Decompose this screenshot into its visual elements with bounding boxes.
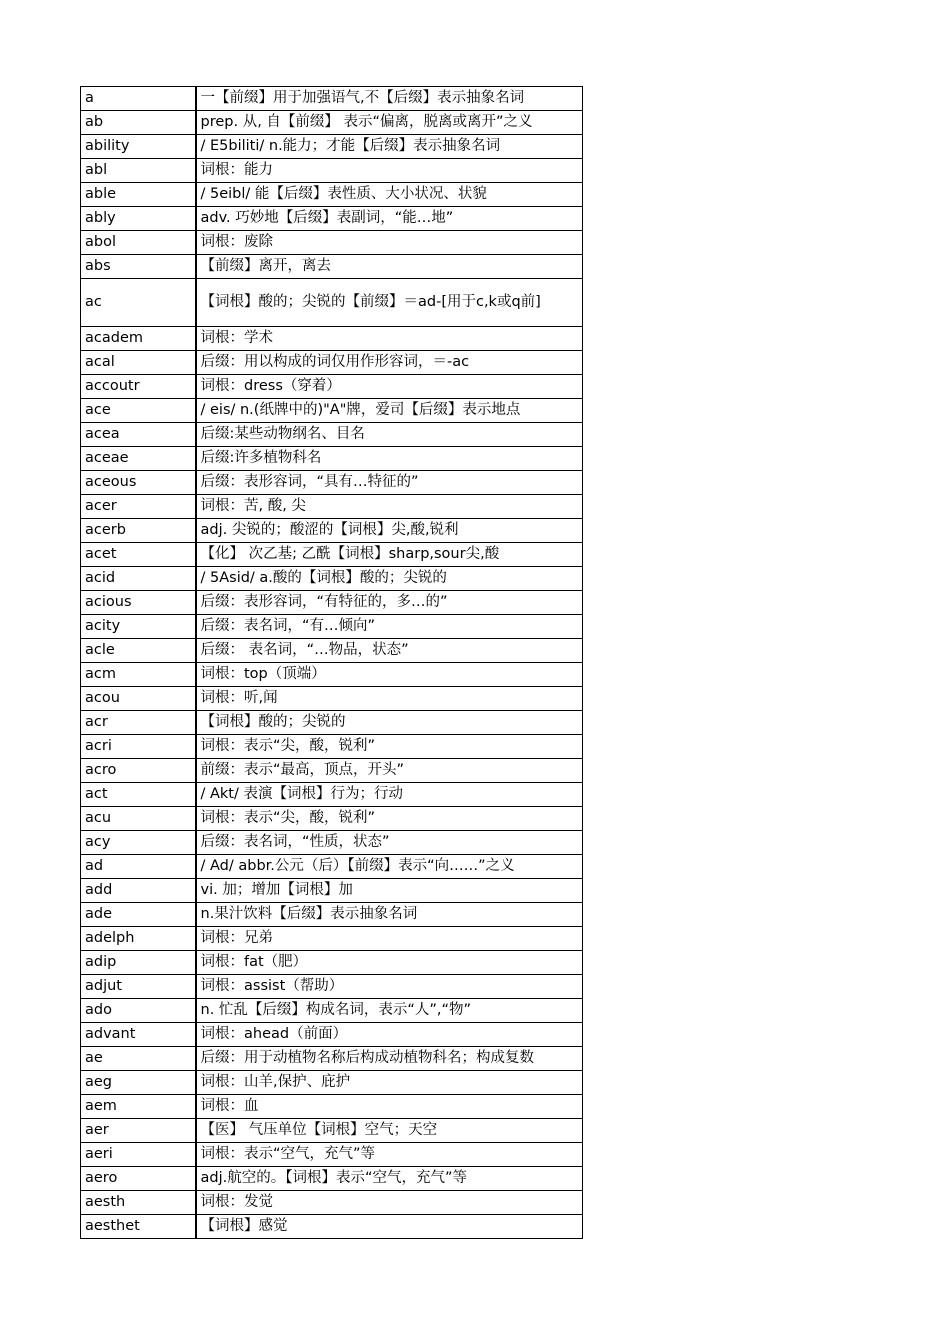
- definition-cell: prep. 从, 自【前缀】 表示“偏离，脱离或离开”之义: [196, 111, 583, 135]
- definition-cell: 后缀： 表名词，“…物品，状态”: [196, 639, 583, 663]
- definition-cell: 词根：苦, 酸, 尖: [196, 495, 583, 519]
- word-cell: acity: [81, 615, 196, 639]
- table-row: [81, 255, 583, 279]
- definition-cell: 后缀:许多植物科名: [196, 447, 583, 471]
- word-cell: abol: [81, 231, 196, 255]
- word-cell: acro: [81, 759, 196, 783]
- table-row: [81, 639, 583, 663]
- word-cell: adip: [81, 951, 196, 975]
- table-row: [81, 183, 583, 207]
- word-cell: abl: [81, 159, 196, 183]
- word-cell: ae: [81, 1047, 196, 1071]
- definition-cell: 词根：assist（帮助）: [196, 975, 583, 999]
- word-cell: adelph: [81, 927, 196, 951]
- table-row: [81, 759, 583, 783]
- definition-cell: 后缀：表名词，“性质，状态”: [196, 831, 583, 855]
- definition-cell: / Akt/ 表演【词根】行为；行动: [196, 783, 583, 807]
- definition-cell: n. 忙乱【后缀】构成名词，表示“人”,“物”: [196, 999, 583, 1023]
- definition-cell: 【医】 气压单位【词根】空气；天空: [196, 1119, 583, 1143]
- word-cell: acal: [81, 351, 196, 375]
- table-row: [81, 495, 583, 519]
- definition-cell: 词根：表示“尖，酸，锐利”: [196, 807, 583, 831]
- table-row: [81, 519, 583, 543]
- table-row: [81, 567, 583, 591]
- definition-cell: 【词根】酸的；尖锐的: [196, 711, 583, 735]
- table-row: [81, 351, 583, 375]
- table-row: [81, 711, 583, 735]
- definition-cell: / eis/ n.(纸牌中的)"A"牌，爱司【后缀】表示地点: [196, 399, 583, 423]
- table-row: [81, 591, 583, 615]
- word-cell: academ: [81, 327, 196, 351]
- definition-cell: 后缀:某些动物纲名、目名: [196, 423, 583, 447]
- table-row: [81, 1071, 583, 1095]
- word-cell: acet: [81, 543, 196, 567]
- word-cell: acu: [81, 807, 196, 831]
- definition-cell: 词根：表示“尖，酸，锐利”: [196, 735, 583, 759]
- word-cell: acle: [81, 639, 196, 663]
- table-row: [81, 471, 583, 495]
- word-cell: aeri: [81, 1143, 196, 1167]
- definition-cell: / 5Asid/ a.酸的【词根】酸的；尖锐的: [196, 567, 583, 591]
- definition-cell: / E5biliti/ n.能力；才能【后缀】表示抽象名词: [196, 135, 583, 159]
- word-cell: ability: [81, 135, 196, 159]
- definition-cell: 词根：山羊,保护、庇护: [196, 1071, 583, 1095]
- definition-cell: 词根：学术: [196, 327, 583, 351]
- definition-cell: 词根：废除: [196, 231, 583, 255]
- word-cell: advant: [81, 1023, 196, 1047]
- table-row: [81, 1119, 583, 1143]
- definition-cell: 词根：fat（肥）: [196, 951, 583, 975]
- table-row: [81, 975, 583, 999]
- word-cell: ad: [81, 855, 196, 879]
- table-row: [81, 159, 583, 183]
- definition-cell: 词根：听,闻: [196, 687, 583, 711]
- table-row: [81, 615, 583, 639]
- word-cell: ab: [81, 111, 196, 135]
- table-row: [81, 1191, 583, 1215]
- definition-cell: 后缀：表形容词，“具有…特征的”: [196, 471, 583, 495]
- table-row: [81, 87, 583, 111]
- definition-cell: 【词根】酸的；尖锐的【前缀】＝ad-[用于c,k或q前]: [196, 279, 583, 327]
- definition-cell: 词根：能力: [196, 159, 583, 183]
- table-row: [81, 1095, 583, 1119]
- word-cell: aero: [81, 1167, 196, 1191]
- table-row: [81, 831, 583, 855]
- definition-cell: 【化】 次乙基; 乙酰【词根】sharp,sour尖,酸: [196, 543, 583, 567]
- definition-cell: 【前缀】离开，离去: [196, 255, 583, 279]
- word-cell: acri: [81, 735, 196, 759]
- table-row: [81, 327, 583, 351]
- word-cell: aer: [81, 1119, 196, 1143]
- word-cell: aesthet: [81, 1215, 196, 1239]
- definition-cell: 词根：top（顶端）: [196, 663, 583, 687]
- dictionary-table: [80, 86, 583, 1239]
- definition-cell: 【词根】感觉: [196, 1215, 583, 1239]
- word-cell: add: [81, 879, 196, 903]
- table-row: [81, 279, 583, 327]
- definition-cell: 后缀：表名词，“有…倾向”: [196, 615, 583, 639]
- table-row: [81, 735, 583, 759]
- table-row: [81, 855, 583, 879]
- table-row: [81, 783, 583, 807]
- word-cell: able: [81, 183, 196, 207]
- word-cell: aceae: [81, 447, 196, 471]
- definition-cell: vi. 加；增加【词根】加: [196, 879, 583, 903]
- table-row: [81, 375, 583, 399]
- table-row: [81, 951, 583, 975]
- table-row: [81, 927, 583, 951]
- definition-cell: 后缀：表形容词，“有特征的，多…的”: [196, 591, 583, 615]
- table-row: [81, 807, 583, 831]
- table-row: [81, 1143, 583, 1167]
- word-cell: ac: [81, 279, 196, 327]
- dictionary-body: [81, 87, 583, 1239]
- definition-cell: 后缀：用以构成的词仅用作形容词，＝-ac: [196, 351, 583, 375]
- word-cell: aeg: [81, 1071, 196, 1095]
- table-row: [81, 1167, 583, 1191]
- table-row: [81, 663, 583, 687]
- table-row: [81, 543, 583, 567]
- word-cell: adjut: [81, 975, 196, 999]
- definition-cell: 前缀：表示“最高，顶点，开头”: [196, 759, 583, 783]
- table-row: [81, 687, 583, 711]
- word-cell: ace: [81, 399, 196, 423]
- definition-cell: 词根：表示“空气，充气”等: [196, 1143, 583, 1167]
- word-cell: ado: [81, 999, 196, 1023]
- definition-cell: adv. 巧妙地【后缀】表副词，“能…地”: [196, 207, 583, 231]
- table-row: [81, 879, 583, 903]
- word-cell: acerb: [81, 519, 196, 543]
- definition-cell: 词根：ahead（前面）: [196, 1023, 583, 1047]
- definition-cell: 词根：发觉: [196, 1191, 583, 1215]
- definition-cell: 词根：兄弟: [196, 927, 583, 951]
- definition-cell: 后缀：用于动植物名称后构成动植物科名；构成复数: [196, 1047, 583, 1071]
- table-row: [81, 111, 583, 135]
- table-row: [81, 1023, 583, 1047]
- table-row: [81, 447, 583, 471]
- table-row: [81, 399, 583, 423]
- word-cell: acer: [81, 495, 196, 519]
- word-cell: aesth: [81, 1191, 196, 1215]
- table-row: [81, 1047, 583, 1071]
- table-row: [81, 231, 583, 255]
- definition-cell: / Ad/ abbr.公元（后）【前缀】表示“向……”之义: [196, 855, 583, 879]
- table-row: [81, 1215, 583, 1239]
- table-row: [81, 135, 583, 159]
- table-row: [81, 207, 583, 231]
- word-cell: acious: [81, 591, 196, 615]
- definition-cell: 词根：血: [196, 1095, 583, 1119]
- word-cell: acou: [81, 687, 196, 711]
- definition-cell: n.果汁饮料【后缀】表示抽象名词: [196, 903, 583, 927]
- word-cell: aceous: [81, 471, 196, 495]
- definition-cell: 一【前缀】用于加强语气,不【后缀】表示抽象名词: [196, 87, 583, 111]
- table-row: [81, 903, 583, 927]
- word-cell: aem: [81, 1095, 196, 1119]
- definition-cell: 词根：dress（穿着）: [196, 375, 583, 399]
- word-cell: a: [81, 87, 196, 111]
- definition-cell: / 5eibl/ 能【后缀】表性质、大小状况、状貌: [196, 183, 583, 207]
- word-cell: abs: [81, 255, 196, 279]
- table-row: [81, 999, 583, 1023]
- word-cell: accoutr: [81, 375, 196, 399]
- word-cell: acea: [81, 423, 196, 447]
- word-cell: acr: [81, 711, 196, 735]
- word-cell: act: [81, 783, 196, 807]
- table-row: [81, 423, 583, 447]
- word-cell: acy: [81, 831, 196, 855]
- word-cell: ably: [81, 207, 196, 231]
- word-cell: acm: [81, 663, 196, 687]
- word-cell: acid: [81, 567, 196, 591]
- definition-cell: adj. 尖锐的；酸涩的【词根】尖,酸,锐利: [196, 519, 583, 543]
- word-cell: ade: [81, 903, 196, 927]
- definition-cell: adj.航空的。【词根】表示“空气，充气”等: [196, 1167, 583, 1191]
